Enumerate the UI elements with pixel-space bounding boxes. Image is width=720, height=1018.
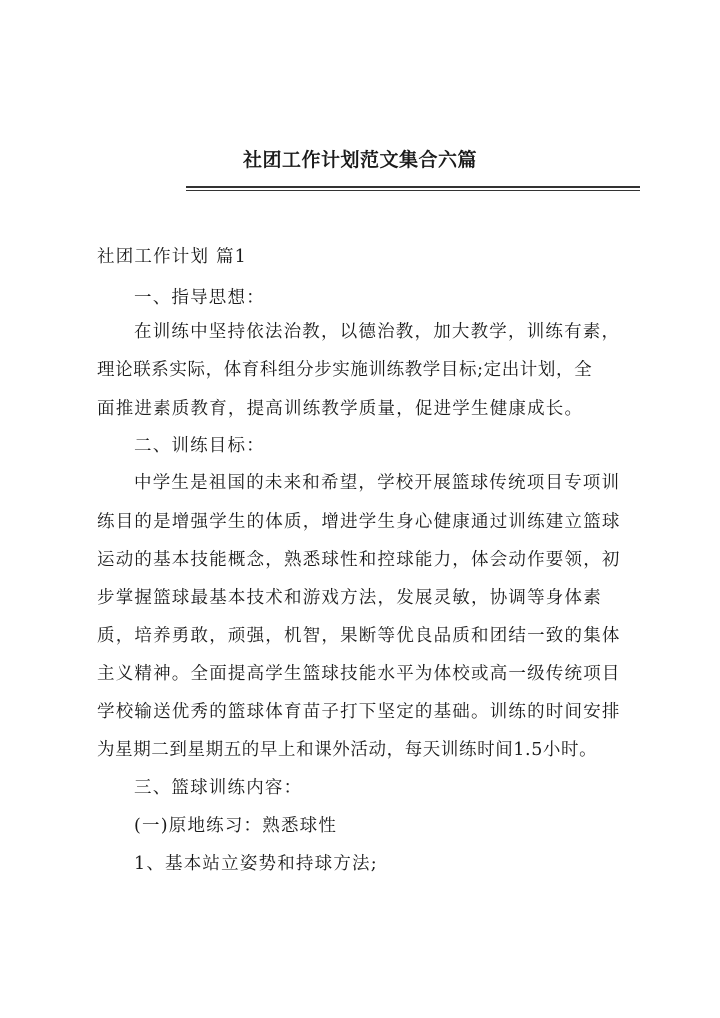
paragraph-heading: 二、训练目标： <box>134 436 265 456</box>
paragraph-line: 中学生是祖国的未来和希望，学校开展篮球传统项目专项训 <box>134 473 621 493</box>
section-heading: 社团工作计划 篇1 <box>97 247 247 267</box>
paragraph-line: 为星期二到星期五的早上和课外活动，每天训练时间1.5小时。 <box>97 740 598 760</box>
sub-heading: (一)原地练习：熟悉球性 <box>134 816 338 836</box>
paragraph-line: 步掌握篮球最基本技术和游戏方法，发展灵敏，协调等身体素 <box>97 588 602 608</box>
paragraph-line: 学校输送优秀的篮球体育苗子打下坚定的基础。训练的时间安排 <box>97 702 621 722</box>
paragraph-heading: 一、指导思想： <box>134 288 265 308</box>
list-item: 1、基本站立姿势和持球方法; <box>134 854 378 874</box>
paragraph-line: 练目的是增强学生的体质，增进学生身心健康通过训练建立篮球 <box>97 512 621 532</box>
title-underline <box>186 186 640 191</box>
paragraph-line: 运动的基本技能概念，熟悉球性和控球能力，体会动作要领，初 <box>97 550 621 570</box>
paragraph-line: 在训练中坚持依法治教，以德治教，加大教学，训练有素， <box>134 322 621 342</box>
paragraph-heading: 三、篮球训练内容： <box>134 778 303 798</box>
document-title: 社团工作计划范文集合六篇 <box>242 149 477 171</box>
paragraph-line: 主义精神。全面提高学生篮球技能水平为体校或高一级传统项目 <box>97 664 621 684</box>
paragraph-line: 理论联系实际，体育科组分步实施训练教学目标;定出计划，全 <box>97 360 593 380</box>
paragraph-line: 质，培养勇敢，顽强，机智，果断等优良品质和团结一致的集体 <box>97 626 621 646</box>
paragraph-line: 面推进素质教育，提高训练教学质量，促进学生健康成长。 <box>97 399 584 419</box>
